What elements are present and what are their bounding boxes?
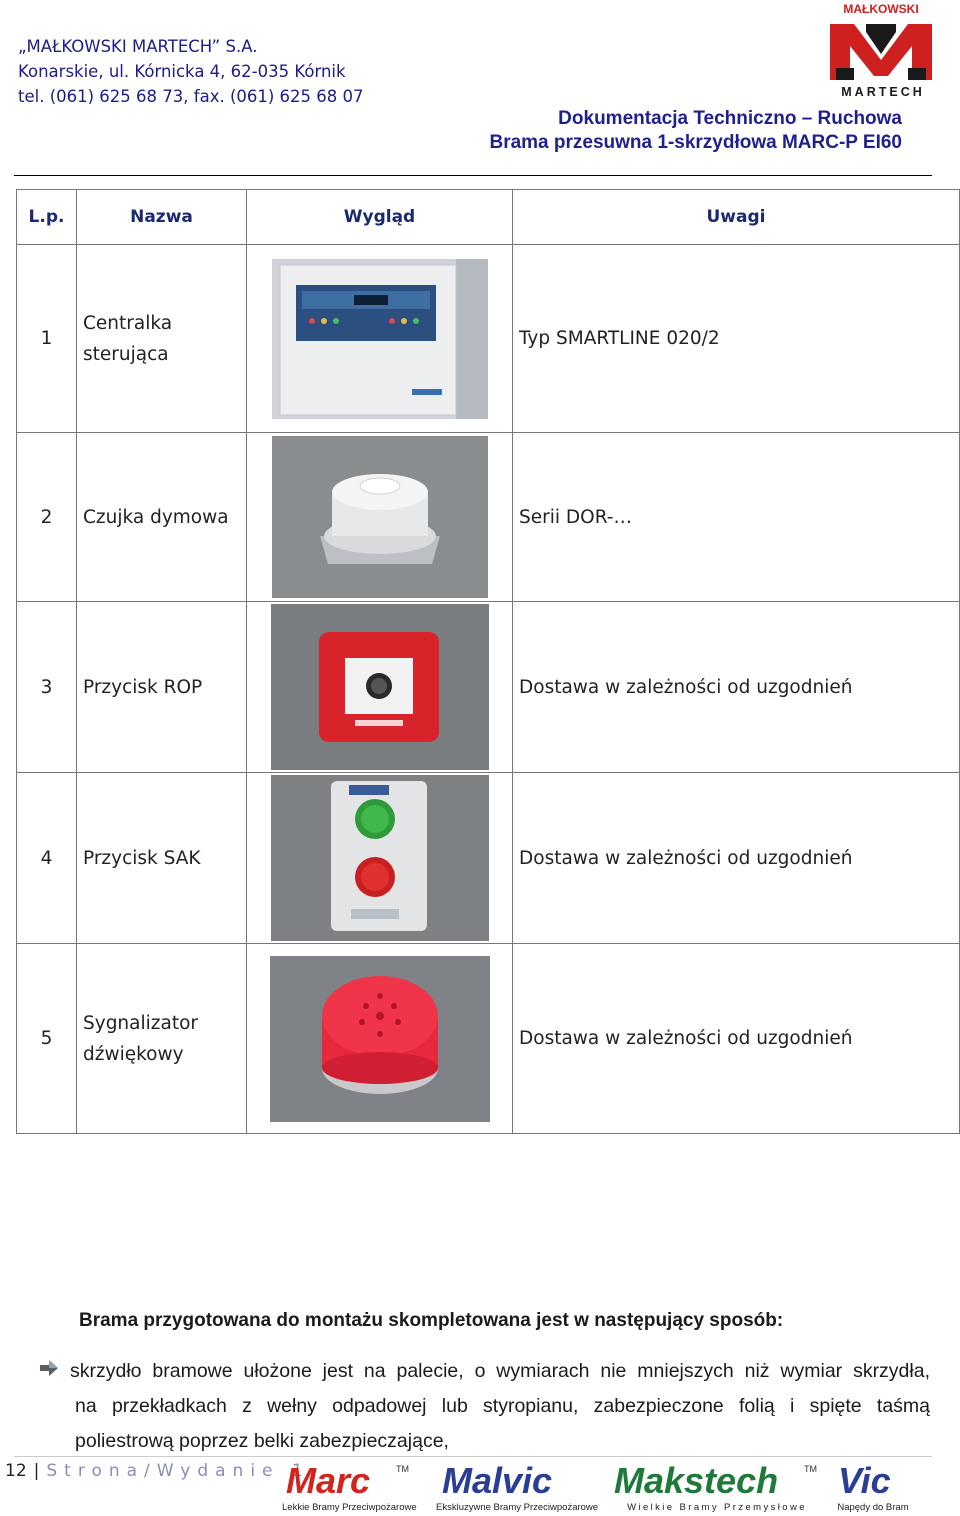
row-lp: 3: [17, 602, 77, 773]
row-image-cell: [247, 245, 513, 433]
brand-vic: [836, 1462, 910, 1513]
row-lp: 5: [17, 944, 77, 1134]
table-row: [17, 245, 960, 433]
header-look: Wygląd: [247, 190, 513, 245]
header-divider: [14, 175, 932, 176]
svg-text:Marc: Marc: [286, 1462, 371, 1498]
row-image-cell: [247, 433, 513, 602]
page-label: Strona/Wydanie 1: [46, 1461, 310, 1481]
brand-makstech: [612, 1462, 822, 1513]
company-address: Konarskie, ul. Kórnicka 4, 62-035 Kórnik: [18, 62, 346, 81]
row-notes: Dostawa w zależności od uzgodnień: [513, 773, 960, 944]
logo-bottom-text: MARTECH: [841, 85, 925, 98]
sounder-photo: [270, 956, 490, 1122]
svg-text:Makstech: Makstech: [614, 1462, 779, 1498]
row-lp: 1: [17, 245, 77, 433]
marc-logo: [282, 1462, 412, 1498]
packaging-bullet: [70, 1354, 930, 1459]
company-phone: tel. (061) 625 68 73, fax. (061) 625 68 07: [18, 87, 364, 106]
svg-text:Vic: Vic: [838, 1462, 891, 1498]
header-lp: L.p.: [17, 190, 77, 245]
row-notes: Typ SMARTLINE 020/2: [513, 245, 960, 433]
makstech-logo: [612, 1462, 822, 1498]
table-header-row: [17, 190, 960, 245]
header-name: Nazwa: [77, 190, 247, 245]
martech-logo: [826, 2, 936, 98]
row-lp: 4: [17, 773, 77, 944]
svg-text:TM: TM: [804, 1464, 817, 1474]
brand-tagline: Lekkie Bramy Przeciwpożarowe: [282, 1502, 417, 1513]
row-notes: Serii DOR-…: [513, 433, 960, 602]
bullet-line: na przekładkach z wełny odpadowej lub styropianu, zabezpieczone folią i spięte taśmą: [75, 1395, 930, 1417]
footer-divider: [14, 1456, 932, 1457]
row-name-line: Przycisk ROP: [83, 676, 203, 698]
page-separator: |: [33, 1461, 40, 1481]
company-info: [18, 34, 364, 109]
brand-tagline: Wielkie Bramy Przemysłowe: [627, 1502, 807, 1513]
packaging-heading: Brama przygotowana do montażu skompletowana jest w następujący sposób:: [79, 1310, 784, 1331]
smoke-detector-photo: [272, 436, 488, 598]
table-row: [17, 944, 960, 1134]
svg-text:TM: TM: [396, 1464, 409, 1474]
arrow-bullet-icon: [40, 1360, 60, 1376]
doc-title-line-1: Dokumentacja Techniczno – Ruchowa: [558, 108, 902, 129]
row-notes: Dostawa w zależności od uzgodnień: [513, 944, 960, 1134]
page-number: 12: [5, 1461, 27, 1481]
bullet-line: skrzydło bramowe ułożone jest na palecie, o wymiarach nie mniejszych niż wymiar skrzydła,: [70, 1360, 930, 1382]
row-name: [77, 773, 247, 944]
row-name: [77, 245, 247, 433]
row-name-line: Sygnalizator: [83, 1012, 199, 1034]
row-name-line: Przycisk SAK: [83, 847, 201, 869]
row-name-line: dźwiękowy: [83, 1043, 184, 1065]
row-name: [77, 602, 247, 773]
table-row: [17, 602, 960, 773]
row-image-cell: [247, 944, 513, 1134]
control-panel-photo: [272, 259, 488, 419]
brand-marc: [282, 1462, 417, 1513]
svg-text:Malvic: Malvic: [442, 1462, 553, 1498]
brand-tagline: Napędy do Bram: [837, 1502, 909, 1513]
document-title: [489, 107, 902, 155]
row-name-line: Centralka: [83, 312, 173, 334]
row-lp: 2: [17, 433, 77, 602]
company-name: „MAŁKOWSKI MARTECH” S.A.: [18, 37, 258, 56]
brand-tagline: Ekskluzywne Bramy Przeciwpożarowe: [436, 1502, 599, 1513]
table-row: [17, 433, 960, 602]
row-name: [77, 944, 247, 1134]
table-row: [17, 773, 960, 944]
sak-button-photo: [271, 775, 489, 941]
vic-logo: [836, 1462, 910, 1498]
row-image-cell: [247, 773, 513, 944]
bullet-line: poliestrową poprzez belki zabezpieczające,: [75, 1430, 449, 1452]
row-name-line: sterująca: [83, 343, 169, 365]
brand-malvic: [436, 1462, 599, 1513]
rop-button-photo: [271, 604, 489, 770]
row-name-line: Czujka dymowa: [83, 506, 229, 528]
row-notes: Dostawa w zależności od uzgodnień: [513, 602, 960, 773]
row-image-cell: [247, 602, 513, 773]
doc-title-line-2: Brama przesuwna 1-skrzydłowa MARC-P EI60: [489, 132, 902, 153]
page-number-block: [5, 1461, 310, 1481]
logo-top-text: MAŁKOWSKI: [843, 2, 919, 16]
header-notes: Uwagi: [513, 190, 960, 245]
components-table: [16, 189, 960, 1134]
malvic-logo: [436, 1462, 592, 1498]
row-name: [77, 433, 247, 602]
